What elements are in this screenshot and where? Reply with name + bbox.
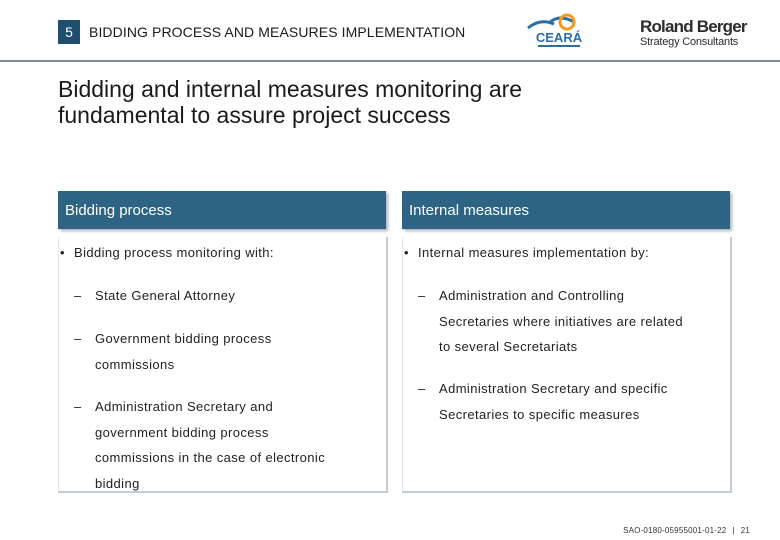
internal-item-1: – Administration and Controlling Secretaries where initiatives are related to several Secretariats bbox=[418, 283, 683, 360]
bidding-item-1-line-1: State General Attorney bbox=[95, 288, 236, 303]
rb-logo-subtitle: Strategy Consultants bbox=[640, 36, 739, 48]
bidding-item-3-line-1: Administration Secretary and bbox=[95, 399, 274, 414]
ceara-logo bbox=[520, 8, 598, 52]
internal-item-1-line-3: to several Secretariats bbox=[439, 339, 578, 354]
footer bbox=[623, 526, 750, 535]
headline-line-1: Bidding and internal measures monitoring are bbox=[58, 76, 523, 102]
internal-measures-panel bbox=[402, 237, 732, 493]
bidding-item-3: – Administration Secretary and government bidding process commissions in the case of electronic bidding bbox=[74, 394, 325, 496]
roland-berger-logo bbox=[640, 18, 747, 48]
internal-item-2-line-1: Administration Secretary and specific bbox=[439, 381, 668, 396]
section-number-badge: 5 bbox=[58, 20, 80, 44]
bidding-item-1: – State General Attorney bbox=[74, 288, 236, 303]
ceara-logo-text: CEARÁ bbox=[535, 30, 583, 45]
bidding-item-3-line-2: government bidding process bbox=[95, 424, 269, 440]
bidding-item-2-line-2: commissions bbox=[95, 356, 175, 372]
internal-measures-header: Internal measures bbox=[402, 191, 730, 229]
bidding-process-panel bbox=[58, 237, 388, 493]
internal-item-1-line-2: Secretaries where initiatives are related bbox=[439, 313, 684, 329]
rb-logo-name: Roland Berger bbox=[640, 17, 747, 36]
bidding-bullet-text: Bidding process monitoring with: bbox=[74, 245, 274, 260]
internal-bullet: • Internal measures implementation by: bbox=[404, 245, 650, 260]
document-code: SAO-0180-05955001-01-22 bbox=[623, 526, 727, 535]
bidding-item-3-line-3: commissions in the case of electronic bbox=[95, 450, 326, 465]
internal-item-2-line-2: Secretaries to specific measures bbox=[439, 406, 640, 422]
internal-item-2: – Administration Secretary and specific Secretaries to specific measures bbox=[418, 376, 668, 427]
footer-separator: | bbox=[732, 526, 735, 535]
headline-line-2: fundamental to assure project success bbox=[58, 102, 451, 128]
page-headline bbox=[58, 76, 698, 128]
header-divider bbox=[0, 60, 780, 62]
internal-item-1-line-1: Administration and Controlling bbox=[439, 288, 625, 303]
internal-bullet-text: Internal measures implementation by: bbox=[418, 245, 650, 260]
bidding-process-header: Bidding process bbox=[58, 191, 386, 229]
bidding-item-2: – Government bidding process commissions bbox=[74, 326, 272, 377]
bidding-bullet: • Bidding process monitoring with: bbox=[60, 245, 274, 260]
bidding-item-2-line-1: Government bidding process bbox=[95, 331, 272, 346]
section-title: BIDDING PROCESS AND MEASURES IMPLEMENTATION bbox=[89, 24, 466, 40]
bidding-item-3-line-4: bidding bbox=[95, 475, 140, 491]
page-number: 21 bbox=[740, 526, 750, 535]
